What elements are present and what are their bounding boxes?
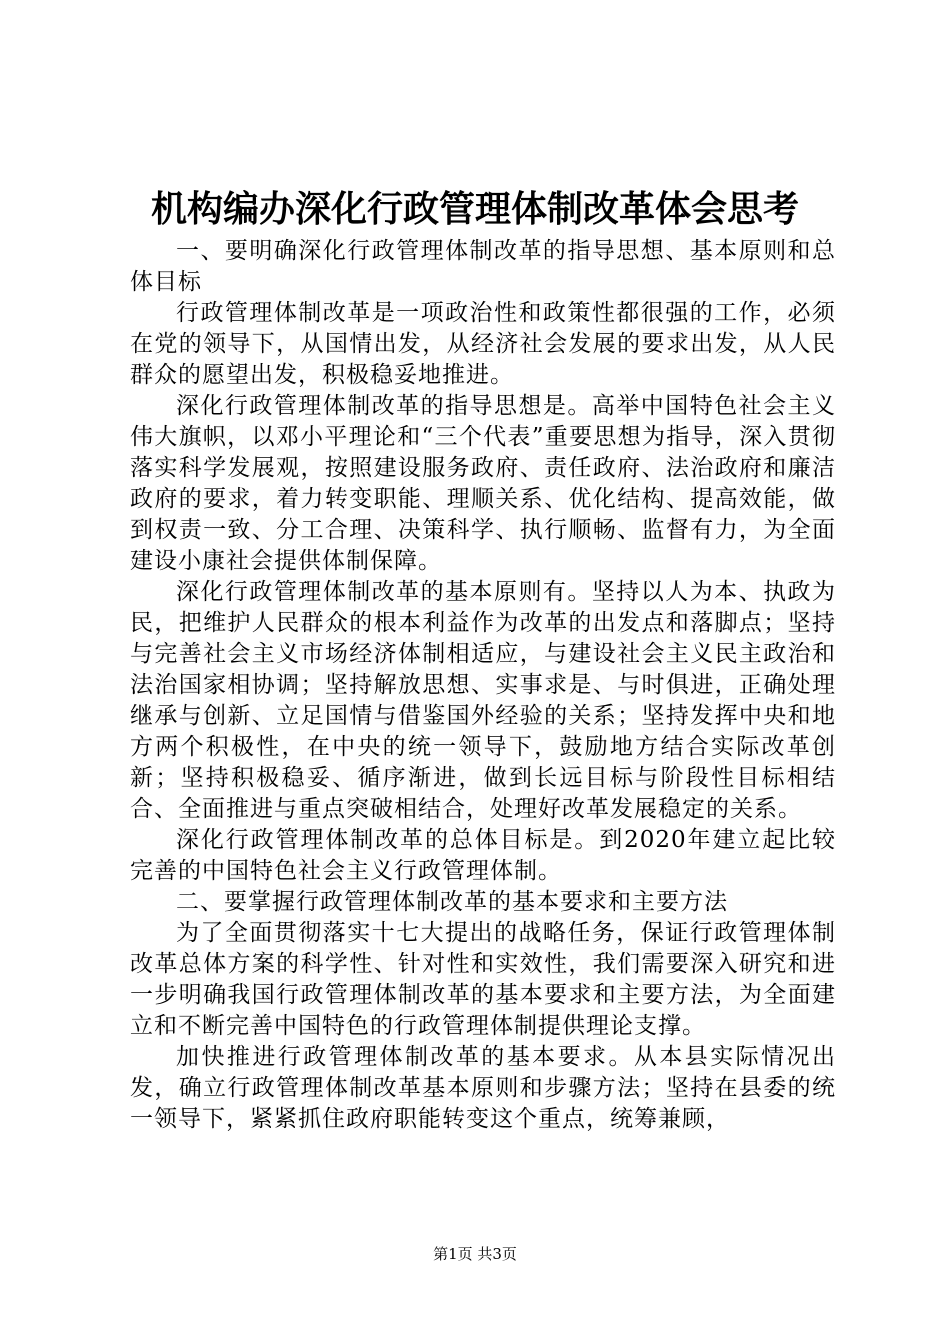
section-heading-2: 二、要掌握行政管理体制改革的基本要求和主要方法: [176, 889, 728, 915]
document-title: 机构编办深化行政管理体制改革体会思考: [150, 188, 799, 230]
body-paragraph: 行政管理体制改革是一项政治性和政策性都很强的工作，必须在党的领导下，从国情出发，从经济社会发展的要求出发，从人民群众的愿望出发，积极稳妥地推进。: [130, 300, 836, 388]
body-paragraph: 加快推进行政管理体制改革的基本要求。从本县实际情况出发，确立行政管理体制改革基本原则和步骤方法；坚持在县委的统一领导下，紧紧抓住政府职能转变这个重点，统筹兼顾，: [130, 1044, 836, 1132]
section-heading-1: 一、要明确深化行政管理体制改革的指导思想、基本原则和总体目标: [130, 238, 836, 295]
body-paragraph: 深化行政管理体制改革的基本原则有。坚持以人为本、执政为民，把维护人民群众的根本利益作为改革的出发点和落脚点；坚持与完善社会主义市场经济体制相适应，与建设社会主义民主政治和法治国家相协调；坚持解放思想、实事求是、与时俱进，正确处理继承与创新、立足国情与借鉴国外经验的关系；坚持发挥中央和地方两个积极性，在中央的统一领导下，鼓励地方结合实际改革创新；坚持积极稳妥、循序渐进，做到长远目标与阶段性目标相结合、全面推进与重点突破相结合，处理好改革发展稳定的关系。: [130, 579, 836, 822]
page-footer: 第1页 共3页: [433, 1245, 517, 1263]
body-paragraph: 深化行政管理体制改革的总体目标是。到2020年建立起比较完善的中国特色社会主义行政管理体制。: [130, 827, 836, 884]
body-paragraph: 深化行政管理体制改革的指导思想是。高举中国特色社会主义伟大旗帜，以邓小平理论和“三个代表”重要思想为指导，深入贯彻落实科学发展观，按照建设服务政府、责任政府、法治政府和廉洁政府的要求，着力转变职能、理顺关系、优化结构、提高效能，做到权责一致、分工合理、决策科学、执行顺畅、监督有力，为全面建设小康社会提供体制保障。: [130, 393, 836, 574]
document-body: [130, 236, 836, 1135]
body-paragraph: 为了全面贯彻落实十七大提出的战略任务，保证行政管理体制改革总体方案的科学性、针对性和实效性，我们需要深入研究和进一步明确我国行政管理体制改革的基本要求和主要方法，为全面建立和不断完善中国特色的行政管理体制提供理论支撑。: [130, 920, 836, 1039]
